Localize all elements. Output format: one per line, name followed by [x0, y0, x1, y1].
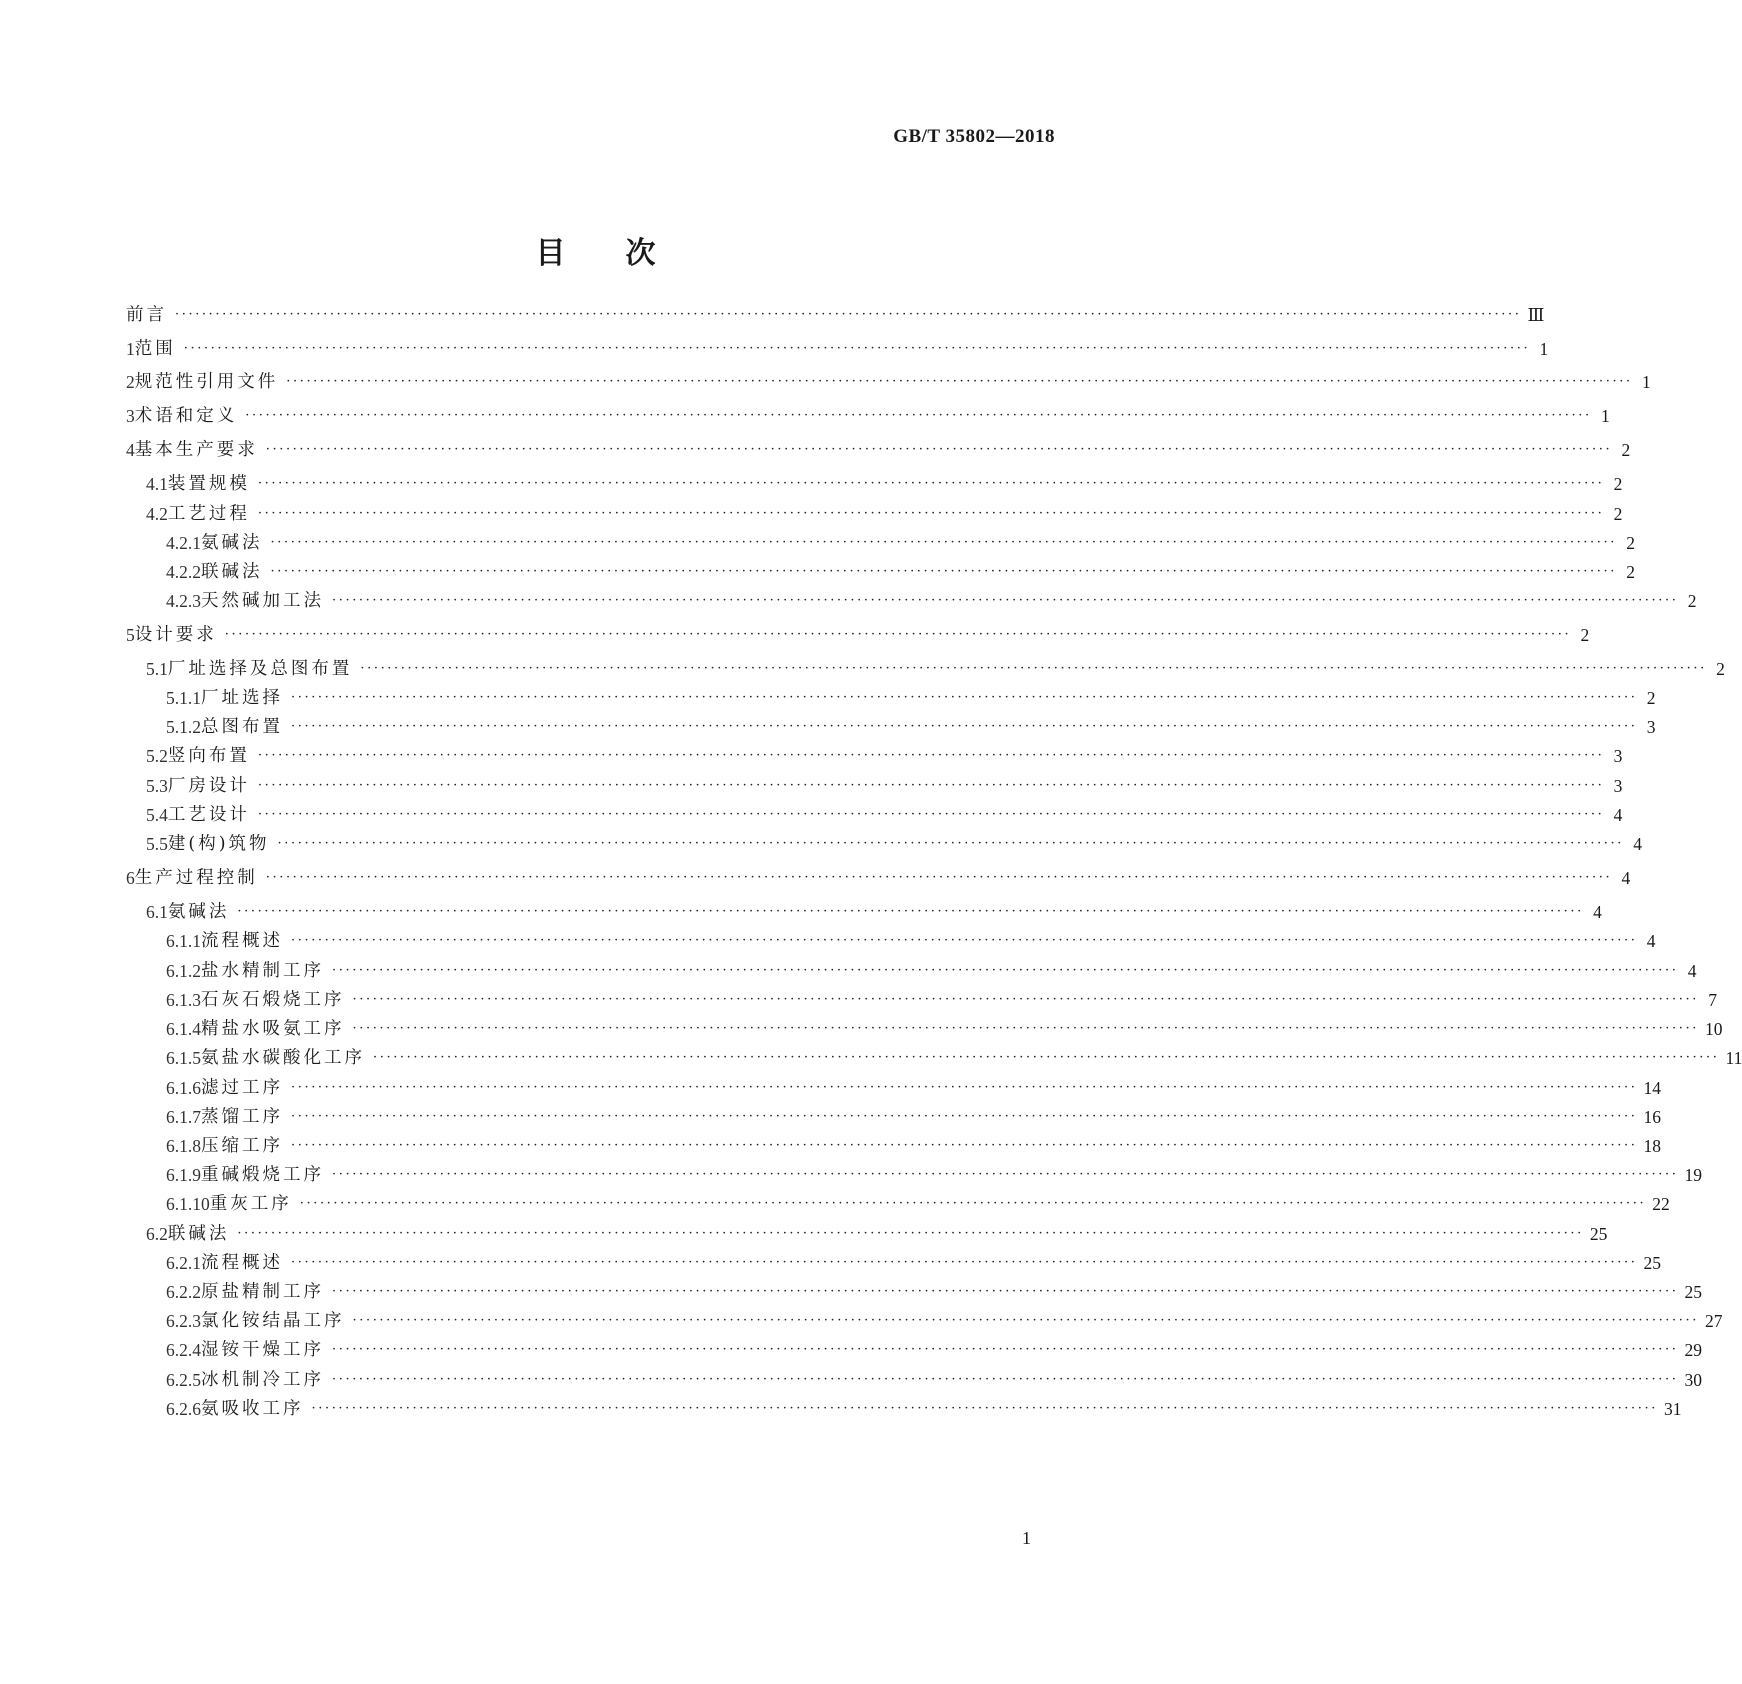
toc-entry-number: 3 [126, 406, 135, 426]
dot-leader: ········································································································································································································ [237, 1226, 1584, 1241]
toc-entry[interactable] [146, 899, 1602, 925]
toc-entry-title: 重碱煅烧工序 [201, 1165, 324, 1185]
toc-entry[interactable] [166, 588, 1697, 614]
dot-leader: ········································································································································································································ [183, 341, 1531, 356]
toc-entry[interactable] [166, 1250, 1661, 1276]
toc-entry-page: 22 [1652, 1194, 1670, 1214]
toc-entry-number: 6.1.4 [166, 1019, 201, 1039]
toc-entry-title: 设计要求 [134, 625, 217, 645]
toc-entry-number: 5.1.1 [166, 688, 201, 708]
toc-entry-page: 2 [1626, 562, 1635, 582]
dot-leader: ········································································································································································································ [352, 1313, 1699, 1328]
toc-entry-page: 2 [1716, 659, 1725, 679]
toc-entry-title: 装置规模 [167, 474, 250, 494]
toc-entry-title: 基本生产要求 [134, 440, 258, 460]
toc-entry-page: 2 [1646, 688, 1656, 708]
toc-entry-number: 6.1.7 [166, 1107, 201, 1127]
toc-entry[interactable] [166, 714, 1656, 740]
toc-entry[interactable] [126, 437, 1631, 463]
dot-leader: ········································································································································································································ [332, 1167, 1679, 1182]
toc-entry-number: 6.1.9 [166, 1165, 201, 1185]
toc-entry-number: 5.2 [146, 746, 168, 766]
toc-entry[interactable] [166, 1075, 1661, 1101]
toc-entry-number: 5.1 [146, 659, 168, 679]
standard-number: GB/T 35802—2018 [893, 126, 1055, 147]
toc-entry-title: 工艺过程 [167, 504, 250, 524]
dot-leader: ········································································································································································································ [291, 1255, 1638, 1270]
toc-entry-number: 4.2.2 [166, 562, 201, 582]
toc-entry-title: 氨碱法 [201, 533, 263, 553]
dot-leader: ········································································································································································································ [286, 374, 1633, 389]
toc-entry[interactable] [166, 1308, 1723, 1334]
dot-leader: ········································································································································································································ [237, 904, 1584, 919]
toc-entry-page: 1 [1600, 406, 1610, 426]
toc-entry-number: 6.1.5 [166, 1048, 201, 1068]
toc-entry-page: 25 [1589, 1224, 1608, 1244]
toc-entry-title: 氯化铵结晶工序 [201, 1311, 345, 1331]
toc-entry-page: 11 [1725, 1048, 1742, 1068]
dot-leader: ········································································································································································································ [257, 748, 1605, 763]
toc-entry-page: 3 [1613, 746, 1623, 766]
toc-entry[interactable] [166, 1016, 1723, 1042]
toc-entry-title: 建(构)筑物 [167, 834, 270, 854]
toc-entry[interactable] [166, 928, 1656, 954]
toc-entry-title: 氨吸收工序 [201, 1399, 304, 1419]
toc-entry-number: 5.1.2 [166, 717, 201, 737]
toc-entry-number: 6.1.10 [166, 1194, 210, 1214]
toc-entry-page: 3 [1646, 717, 1656, 737]
toc-entry-page: 2 [1580, 625, 1590, 645]
toc-entry-number: 6.2 [146, 1224, 168, 1244]
toc-entry-title: 精盐水吸氨工序 [201, 1019, 345, 1039]
dot-leader: ········································································································································································································ [257, 807, 1605, 822]
dot-leader: ········································································································································································································ [265, 870, 1613, 885]
toc-entry-number: 6.1 [146, 902, 168, 922]
toc-entry[interactable] [166, 1279, 1702, 1305]
toc-entry-page: 16 [1643, 1107, 1661, 1127]
dot-leader: ········································································································································································································ [291, 719, 1638, 734]
toc-entry-number: 6.1.3 [166, 990, 201, 1010]
toc-entry-page: 2 [1613, 474, 1623, 494]
toc-entry[interactable] [146, 831, 1642, 857]
toc-entry-number: 6.1.2 [166, 961, 201, 981]
toc-entry-number: 5.3 [146, 776, 168, 796]
toc-entry-title: 流程概述 [201, 931, 283, 951]
dot-leader: ········································································································································································································ [291, 690, 1638, 705]
toc-entry-number: 4.1 [146, 474, 168, 494]
toc-entry-page: 1 [1641, 372, 1651, 392]
dot-leader: ········································································································································································································ [175, 307, 1522, 322]
dot-leader: ········································································································································································································ [332, 593, 1679, 608]
dot-leader: ········································································································································································································ [291, 1138, 1638, 1153]
toc-entry[interactable] [166, 685, 1656, 711]
toc-entry-page: 4 [1633, 834, 1642, 854]
toc-entry-number: 6.1.1 [166, 931, 201, 951]
toc-entry[interactable] [166, 559, 1635, 585]
toc-entry-title: 滤过工序 [201, 1078, 283, 1098]
toc-entry[interactable] [166, 958, 1697, 984]
dot-leader: ········································································································································································································ [277, 836, 1624, 851]
toc-entry-title: 生产过程控制 [134, 868, 258, 888]
toc-entry-page: 1 [1539, 339, 1549, 359]
toc-entry-number: 6 [126, 868, 135, 888]
toc-entry-title: 原盐精制工序 [201, 1282, 324, 1302]
toc-entry[interactable] [126, 403, 1610, 429]
toc-entry-page: 10 [1704, 1019, 1723, 1039]
toc-entry-page: 2 [1687, 591, 1697, 611]
dot-leader: ········································································································································································································ [270, 564, 1617, 579]
page-number: 1 [1022, 1528, 1031, 1548]
toc-entry-title: 工艺设计 [167, 805, 250, 825]
toc-entry-title: 厂房设计 [167, 776, 250, 796]
toc-entry[interactable] [146, 743, 1623, 769]
toc-entry-title: 总图布置 [201, 717, 283, 737]
toc-entry-title: 蒸馏工序 [201, 1107, 283, 1127]
toc-entry-title: 流程概述 [201, 1253, 283, 1273]
dot-leader: ········································································································································································································ [291, 933, 1638, 948]
toc-entry[interactable] [146, 656, 1725, 682]
toc-entry-page: 2 [1626, 533, 1635, 553]
toc-entry[interactable] [166, 530, 1635, 556]
toc-entry-title: 盐水精制工序 [201, 961, 324, 981]
toc-entry-title: 范围 [134, 339, 176, 359]
dot-leader: ········································································································································································································ [291, 1109, 1638, 1124]
toc-entry-page: 4 [1646, 931, 1656, 951]
toc-entry-page: Ⅲ [1527, 305, 1545, 325]
toc-entry-number: 6.2.3 [166, 1311, 201, 1331]
toc-entry-number: 4.2.1 [166, 533, 201, 553]
toc-entry-number: 4.2 [146, 504, 168, 524]
toc-entry-number: 5 [126, 625, 135, 645]
toc-entry-page: 4 [1621, 868, 1631, 888]
toc-entry-title: 氨碱法 [167, 902, 230, 922]
toc-entry-page: 27 [1704, 1311, 1723, 1331]
dot-leader: ········································································································································································································ [291, 1080, 1638, 1095]
toc-entry[interactable] [166, 1367, 1702, 1393]
toc-entry[interactable] [166, 1045, 1742, 1071]
toc-entry-title: 厂址选择 [201, 688, 283, 708]
toc-entry[interactable] [146, 773, 1623, 799]
toc-entry-number: 4.2.3 [166, 591, 201, 611]
toc-entry-number: 2 [126, 372, 135, 392]
toc-entry-number: 6.1.6 [166, 1078, 201, 1098]
toc-entry[interactable] [166, 1162, 1702, 1188]
toc-entry-number: 5.5 [146, 834, 168, 854]
toc-entry-page: 4 [1593, 902, 1602, 922]
toc-entry-page: 25 [1684, 1282, 1702, 1302]
toc-entry-title: 厂址选择及总图布置 [167, 659, 353, 679]
toc-entry-page: 25 [1643, 1253, 1661, 1273]
toc-entry[interactable] [166, 1337, 1702, 1363]
toc-entry-title: 压缩工序 [201, 1136, 283, 1156]
toc-entry-number: 6.2.6 [166, 1399, 201, 1419]
dot-leader: ········································································································································································································ [224, 627, 1572, 642]
toc-entry[interactable] [146, 802, 1623, 828]
dot-leader: ········································································································································································································ [332, 1372, 1679, 1387]
toc-entry-title: 术语和定义 [134, 406, 238, 426]
toc-entry-title: 规范性引用文件 [134, 372, 279, 392]
dot-leader: ········································································································································································································ [332, 963, 1679, 978]
dot-leader: ········································································································································································································ [257, 476, 1605, 491]
dot-leader: ········································································································································································································ [299, 1196, 1647, 1211]
dot-leader: ········································································································································································································ [332, 1342, 1679, 1357]
toc-entry-title: 天然碱加工法 [201, 591, 324, 611]
toc-entry[interactable] [166, 1191, 1670, 1217]
toc-entry-page: 4 [1613, 805, 1623, 825]
dot-leader: ········································································································································································································ [352, 1021, 1699, 1036]
toc-entry-title: 重灰工序 [209, 1194, 292, 1214]
toc-entry-title: 联碱法 [201, 562, 263, 582]
toc-entry-title: 联碱法 [167, 1224, 230, 1244]
toc-entry-page: 7 [1708, 990, 1717, 1010]
toc-entry[interactable] [126, 302, 1545, 328]
toc-entry[interactable] [166, 1396, 1682, 1422]
toc-entry-page: 19 [1684, 1165, 1702, 1185]
dot-leader: ········································································································································································································ [332, 1284, 1679, 1299]
dot-leader: ········································································································································································································ [270, 535, 1617, 550]
toc-entry-page: 30 [1684, 1370, 1702, 1390]
toc-entry-number: 5.4 [146, 805, 168, 825]
toc-entry-page: 2 [1621, 440, 1631, 460]
toc-entry-title: 石灰石煅烧工序 [201, 990, 345, 1010]
toc-entry-page: 29 [1684, 1340, 1702, 1360]
toc-entry[interactable] [146, 501, 1623, 527]
toc-entry[interactable] [146, 1221, 1608, 1247]
toc-entry-number: 1 [126, 339, 135, 359]
toc-entry[interactable] [126, 369, 1651, 395]
toc-entry[interactable] [166, 987, 1717, 1013]
toc-entry-page: 14 [1643, 1078, 1661, 1098]
toc-entry-number: 6.2.1 [166, 1253, 201, 1273]
dot-leader: ········································································································································································································ [257, 506, 1605, 521]
toc-entry-page: 3 [1613, 776, 1623, 796]
toc-entry-number: 6.1.8 [166, 1136, 201, 1156]
dot-leader: ········································································································································································································ [373, 1050, 1720, 1065]
toc-entry[interactable] [126, 336, 1549, 362]
dot-leader: ········································································································································································································ [311, 1401, 1658, 1416]
dot-leader: ········································································································································································································ [245, 408, 1592, 423]
toc-entry-number: 6.2.2 [166, 1282, 201, 1302]
toc-entry[interactable] [126, 865, 1631, 891]
dot-leader: ········································································································································································································ [360, 661, 1707, 676]
dot-leader: ········································································································································································································ [257, 778, 1605, 793]
toc-entry-title: 前言 [126, 305, 167, 325]
toc-entry[interactable] [126, 622, 1590, 648]
dot-leader: ········································································································································································································ [352, 992, 1699, 1007]
toc-entry[interactable] [166, 1104, 1661, 1130]
toc-entry-number: 6.2.5 [166, 1370, 201, 1390]
toc-entry[interactable] [166, 1133, 1661, 1159]
toc-entry-number: 4 [126, 440, 135, 460]
dot-leader: ········································································································································································································ [265, 442, 1613, 457]
toc-entry-page: 31 [1663, 1399, 1682, 1419]
toc-entry-title: 竖向布置 [167, 746, 250, 766]
toc-entry-title: 湿铵干燥工序 [201, 1340, 324, 1360]
toc-entry-number: 6.2.4 [166, 1340, 201, 1360]
toc-entry[interactable] [146, 471, 1623, 497]
toc-entry-page: 18 [1643, 1136, 1661, 1156]
page-title: 目次 [535, 236, 716, 271]
toc-entry-title: 冰机制冷工序 [201, 1370, 324, 1390]
toc-entry-page: 2 [1613, 504, 1623, 524]
toc-entry-title: 氨盐水碳酸化工序 [201, 1048, 365, 1068]
toc-entry-page: 4 [1687, 961, 1697, 981]
